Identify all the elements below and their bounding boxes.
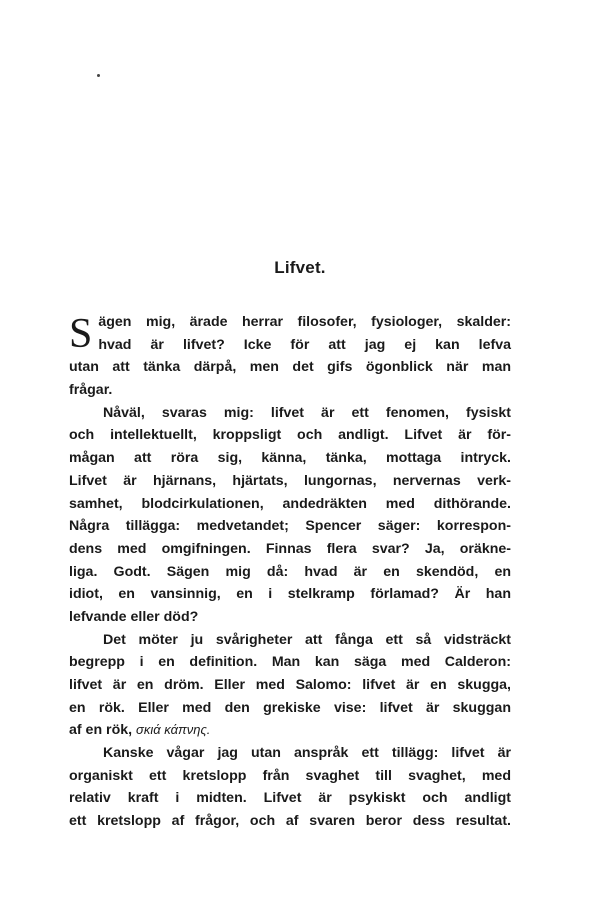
text-line: samhet, blodcirkulationen, andedräkten med dithörande.: [69, 495, 511, 512]
paragraph-1: [69, 311, 511, 402]
text-line: mågan att röra sig, känna, tänka, mottaga intryck.: [69, 450, 511, 467]
text-line: lifvet är en dröm. Eller med Salomo: lifvet är en skugga,: [69, 677, 511, 693]
ink-speck: [97, 74, 100, 77]
text-line: utan att tänka därpå, men det gifs ögonblick när man: [69, 359, 511, 376]
text-line: [69, 719, 511, 742]
paragraph-2: [69, 402, 511, 629]
chapter-title: Lifvet.: [274, 258, 326, 277]
text-line: frågar.: [69, 382, 113, 399]
greek-phrase: σκιά κάπνης.: [136, 722, 211, 738]
text-line: Några tillägga: medvetandet; Spencer säger: korrespon-: [69, 518, 511, 535]
text-line: hvad är lifvet? Icke för att jag ej kan lefva: [98, 336, 511, 353]
text-line: ägen mig, ärade herrar filosofer, fysiologer, skalder:: [98, 314, 511, 330]
text-line: ett kretslopp af frågor, och af svaren beror dess resultat.: [69, 813, 511, 830]
text-line: idiot, en vansinnig, en i stelkramp förlamad? Är han: [69, 586, 511, 603]
text-line: Det möter ju svårigheter att fånga ett så vidsträckt: [103, 631, 511, 648]
body-text: [69, 311, 511, 833]
text-line: dens med omgifningen. Finnas flera svar? Ja, oräkne-: [69, 540, 511, 557]
text-line: Kanske vågar jag utan anspråk ett tillägg: lifvet är: [103, 745, 511, 762]
text-line: organiskt ett kretslopp från svaghet till svaghet, med: [69, 767, 511, 784]
text-line: lefvande eller död?: [69, 608, 199, 625]
text-line: Lifvet är hjärnans, hjärtats, lungornas, nervernas verk-: [69, 472, 511, 489]
text-line: relativ kraft i midten. Lifvet är psykiskt och andligt: [69, 790, 511, 807]
text-line: och intellektuellt, kroppsligt och andligt. Lifvet är för-: [69, 427, 511, 444]
text-line: en rök. Eller med den grekiske vise: lifvet är skuggan: [69, 699, 511, 716]
text-line: begrepp i en definition. Man kan säga med Calderon:: [69, 654, 511, 671]
paragraph-3: [69, 629, 511, 742]
drop-cap: S: [69, 311, 93, 357]
text-line: liga. Godt. Sägen mig då: hvad är en skendöd, en: [69, 563, 511, 580]
text-fragment: af en rök,: [69, 722, 133, 739]
text-line: Nåväl, svaras mig: lifvet är ett fenomen, fysiskt: [103, 404, 511, 421]
paragraph-4: [69, 742, 511, 833]
